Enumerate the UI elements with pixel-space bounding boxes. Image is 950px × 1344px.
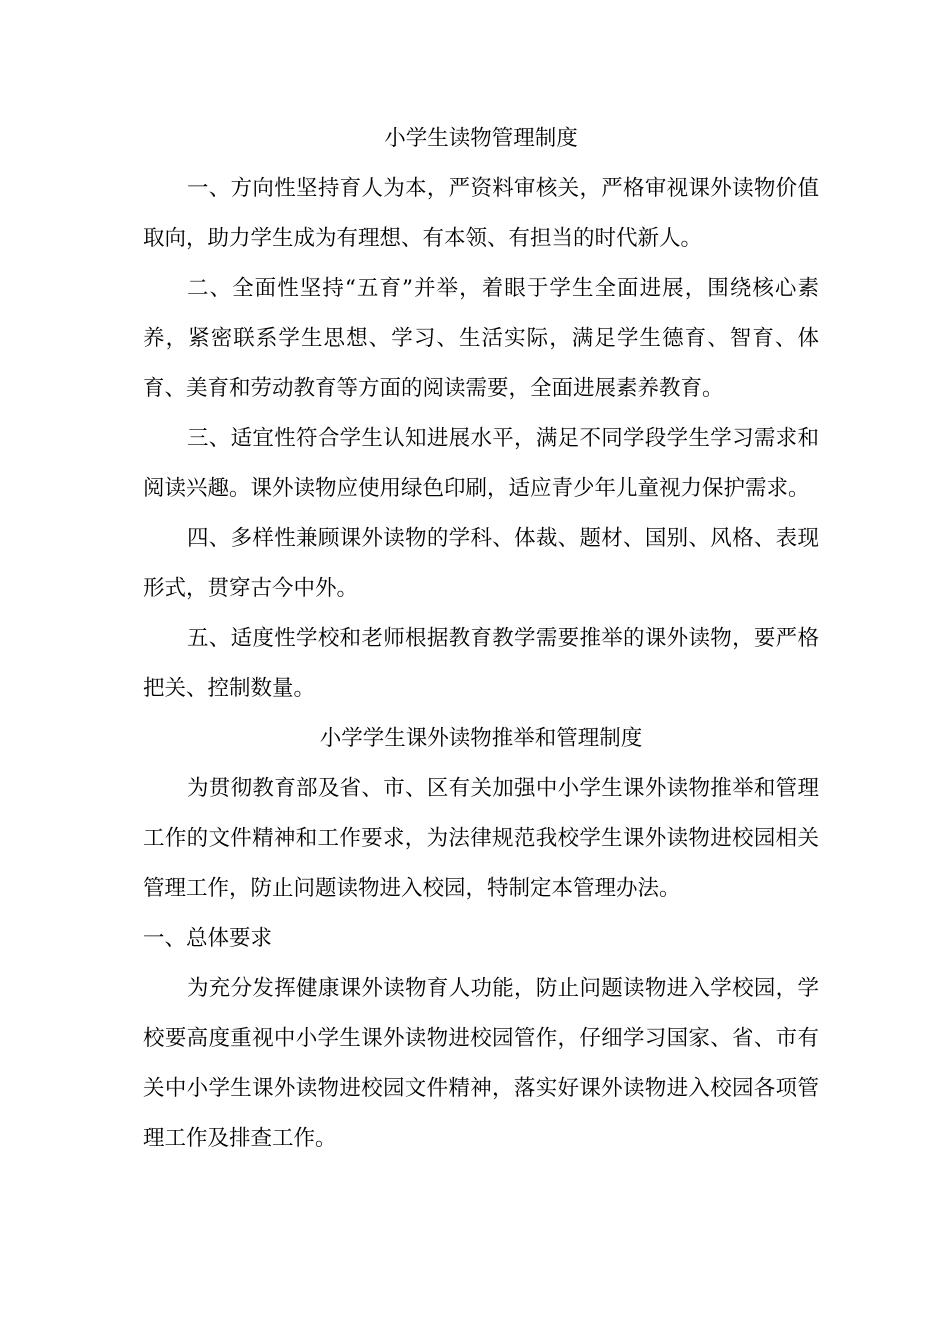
paragraph-line: 育、美育和劳动教育等方面的阅读需要，全面进展素养教育。 [143, 376, 724, 401]
paragraph-line: 三、适宜性符合学生认知进展水平，满足不同学段学生学习需求和 [187, 426, 819, 451]
paragraph-line: 四、多样性兼顾课外读物的学科、体裁、题材、国别、风格、表现 [187, 526, 819, 551]
paragraph-line: 为贯彻教育部及省、市、区有关加强中小学生课外读物推举和管理 [187, 776, 819, 801]
subsection-heading: 一、总体要求 [143, 926, 273, 951]
paragraph-line: 形式，贯穿古今中外。 [143, 576, 359, 601]
paragraph-line: 关中小学生课外读物进校园文件精神，落实好课外读物进入校园各项管 [143, 1076, 819, 1101]
document-body [143, 114, 819, 1164]
paragraph-line: 阅读兴趣。课外读物应使用绿色印刷，适应青少年儿童视力保护需求。 [143, 476, 810, 501]
paragraph-line: 一、方向性坚持育人为本，严资料审核关，严格审视课外读物价值 [187, 176, 819, 201]
paragraph-line: 管理工作，防止问题读物进入校园，特制定本管理办法。 [143, 876, 681, 901]
section2-title: 小学学生课外读物推举和管理制度 [319, 726, 643, 751]
paragraph-line: 为充分发挥健康课外读物育人功能，防止问题读物进入学校园，学 [187, 976, 819, 1001]
paragraph-line: 五、适度性学校和老师根据教育教学需要推举的课外读物，要严格 [187, 626, 819, 651]
paragraph-line: 养，紧密联系学生思想、学习、生活实际，满足学生德育、智育、体 [143, 326, 819, 351]
paragraph-line: 把关、控制数量。 [143, 676, 316, 701]
section1-title: 小学生读物管理制度 [384, 126, 578, 151]
paragraph-line: 工作的文件精神和工作要求，为法律规范我校学生课外读物进校园相关 [143, 826, 819, 851]
paragraph-line: 取向，助力学生成为有理想、有本领、有担当的时代新人。 [143, 226, 703, 251]
paragraph-line: 校要高度重视中小学生课外读物进校园管作，仔细学习国家、省、市有 [143, 1026, 819, 1051]
paragraph-line: 理工作及排查工作。 [143, 1126, 337, 1151]
paragraph-line: 二、全面性坚持“五育”并举，着眼于学生全面进展，围绕核心素 [187, 276, 819, 301]
